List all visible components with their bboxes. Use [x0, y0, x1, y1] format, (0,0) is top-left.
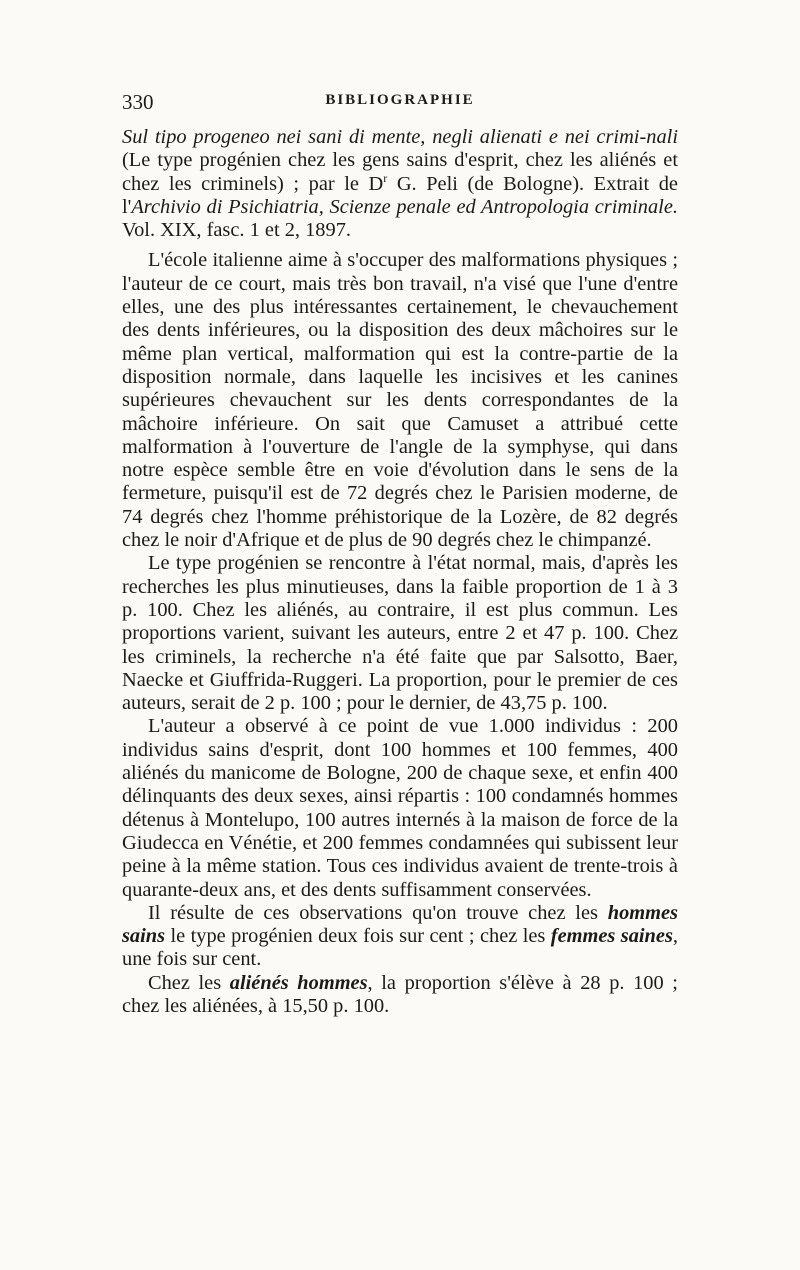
- p5-emphasis-alienes-hommes: aliénés hommes: [229, 971, 368, 994]
- p4-emphasis-hommes-sains: hommes sains: [122, 901, 678, 948]
- paragraph-5: [122, 972, 678, 1019]
- p4-text-e: , une fois sur cent.: [122, 925, 678, 971]
- p4-text-c: le type progénien deux fois sur cent ; chez les: [165, 925, 551, 948]
- paragraph-2: Le type progénien se rencontre à l'état normal, mais, d'après les recherches les plus minutieuses, dans la faible proportion de 1 à 3 p. 100. Chez les aliénés, au contraire, il est plus commun. Les proportions varient, suivant les auteurs, entre 2 et 47 p. 100. Chez les criminels, la recherche n'a été faite que par Salsotto, Baer, Naecke et Giuffrida-Ruggeri. La proportion, pour le premier de ces auteurs, serait de 2 p. 100 ; pour le dernier, de 43,75 p. 100.: [122, 552, 678, 715]
- bibliography-entry: [122, 126, 678, 242]
- page-number: 330: [122, 90, 154, 114]
- body-text: [122, 126, 678, 1018]
- entry-author: G. Peli (de Bologne). Extrait de l': [122, 172, 678, 218]
- running-title: BIBLIOGRAPHIE: [325, 92, 475, 108]
- p5-text-c: , la proportion s'élève à 28 p. 100 ; chez les aliénées, à 15,50 p. 100.: [122, 971, 678, 1017]
- paragraph-4: [122, 902, 678, 972]
- p4-text-a: Il résulte de ces observations qu'on trouve chez les: [148, 901, 608, 924]
- entry-title: Sul tipo progeneo nei sani di mente, negli alienati e nei crimi-nali: [122, 126, 678, 148]
- p5-text-a: Chez les: [148, 971, 230, 994]
- entry-journal: Archivio di Psichiatria, Scienze penale ed Antropologia criminale.: [131, 195, 678, 218]
- entry-translation: (Le type progénien chez les gens sains d'esprit, chez les aliénés et chez les criminels) ; par le D: [122, 149, 678, 195]
- p4-emphasis-femmes-saines: femmes saines: [550, 925, 673, 948]
- running-head: [122, 90, 678, 120]
- entry-volume: Vol. XIX, fasc. 1 et 2, 1897.: [122, 219, 351, 242]
- paragraph-1: L'école italienne aime à s'occuper des malformations physiques ; l'auteur de ce court, mais très bon travail, n'a visé que l'une d'entre elles, une des plus intéressantes certainement, le chevauchement des dents inférieures, ou la disposition des deux mâchoires sur le même plan vertical, malformation qui est la contre-partie de la disposition normale, dans laquelle les incisives et les canines supérieures chevauchent sur les dents correspondantes de la mâchoire inférieure. On sait que Camuset a attribué cette malformation à l'ouverture de l'angle de la symphyse, qui dans notre espèce semble être en voie d'évolution dans le sens de la fermeture, puisqu'il est de 72 degrés chez le Parisien moderne, de 74 degrés chez l'homme préhistorique de la Lozère, de 82 degrés chez le noir d'Afrique et de plus de 90 degrés chez le chimpanzé.: [122, 249, 678, 552]
- paragraph-3: L'auteur a observé à ce point de vue 1.000 individus : 200 individus sains d'esprit, dont 100 hommes et 100 femmes, 400 aliénés du manicome de Bologne, 200 de chaque sexe, et enfin 400 délinquants des deux sexes, ainsi répartis : 100 condamnés hommes détenus à Montelupo, 100 autres internés à la maison de force de la Giudecca en Vénétie, et 200 femmes condamnées qui subissent leur peine à la même station. Tous ces individus avaient de trente-trois à quarante-deux ans, et des dents suffisamment conservées.: [122, 715, 678, 901]
- doctor-superscript: r: [383, 170, 388, 185]
